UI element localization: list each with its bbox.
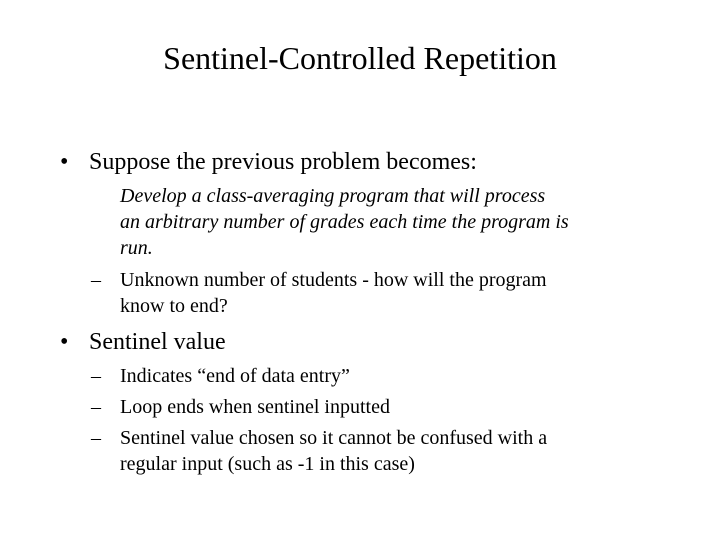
- problem-statement-line: Develop a class-averaging program that will process: [120, 185, 546, 207]
- problem-statement-line: an arbitrary number of grades each time the program is: [120, 211, 569, 233]
- sub-bullet-dash: –: [91, 396, 101, 418]
- sub-bullet-line: Loop ends when sentinel inputted: [120, 396, 390, 418]
- problem-statement-line: run.: [120, 237, 153, 259]
- sub-bullet-line: Sentinel value chosen so it cannot be confused with a: [120, 427, 548, 449]
- sub-bullet-item: [91, 268, 691, 320]
- sub-bullet-dash: –: [91, 365, 101, 387]
- sub-bullet-item: [91, 395, 691, 421]
- sub-bullet-line: know to end?: [120, 295, 228, 317]
- sub-bullet-line: Indicates “end of data entry”: [120, 365, 350, 387]
- problem-statement: [91, 184, 691, 260]
- sub-bullet-item: [91, 364, 691, 390]
- bullet-mark: •: [60, 329, 69, 355]
- bullet-item: [60, 148, 680, 178]
- bullet-mark: •: [60, 149, 69, 175]
- bullet-item: [60, 328, 680, 358]
- sub-bullet-item: [91, 426, 691, 478]
- bullet-text: Suppose the previous problem becomes:: [89, 149, 477, 175]
- sub-bullet-line: regular input (such as -1 in this case): [120, 453, 415, 475]
- sub-bullet-dash: –: [91, 269, 101, 291]
- bullet-text: Sentinel value: [89, 329, 226, 355]
- sub-bullet-line: Unknown number of students - how will the program: [120, 269, 547, 291]
- slide-title: Sentinel-Controlled Repetition: [163, 40, 557, 76]
- sub-bullet-dash: –: [91, 427, 101, 449]
